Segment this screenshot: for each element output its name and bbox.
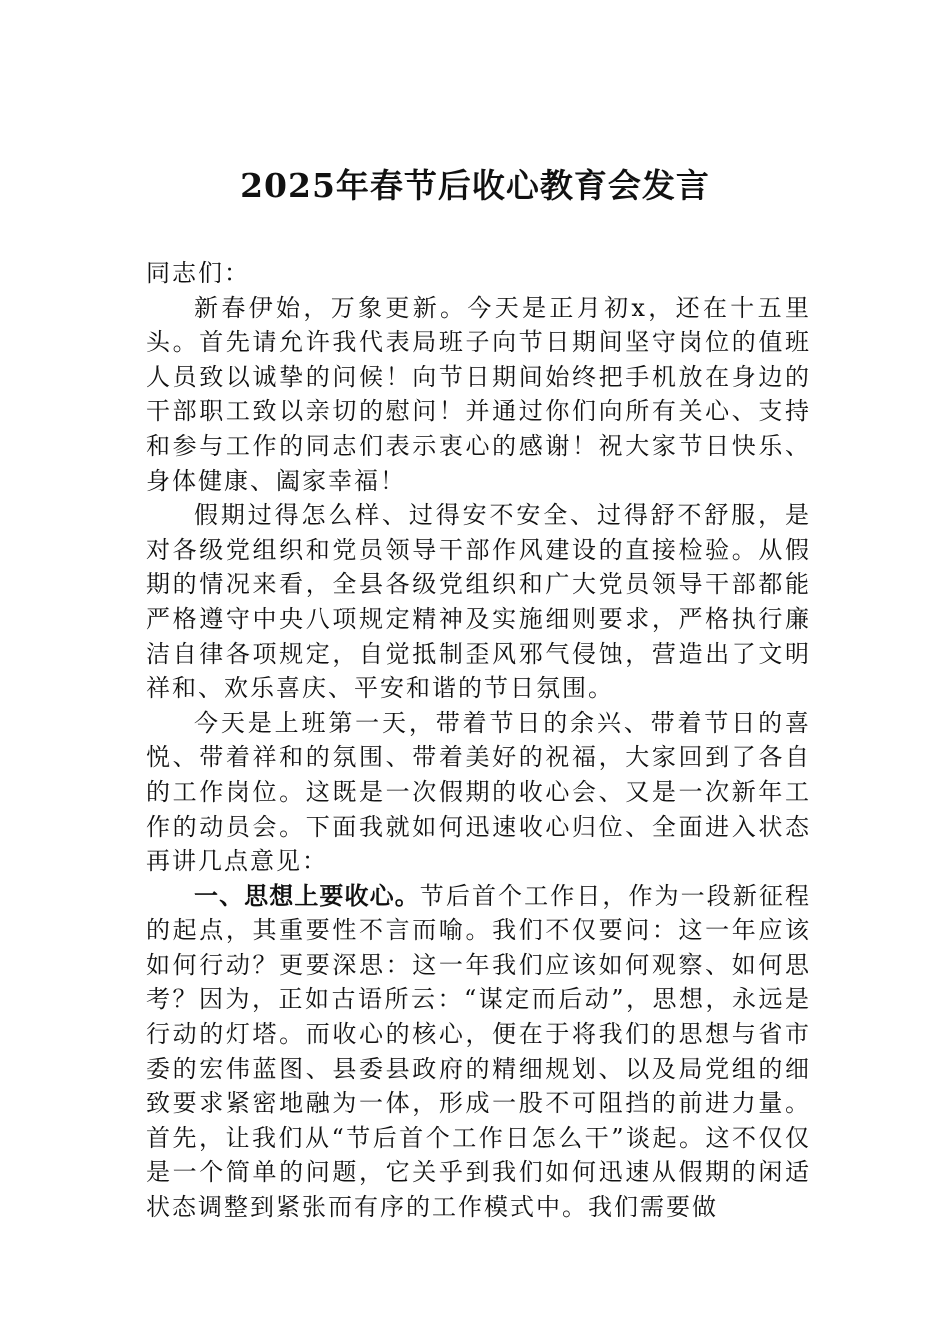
paragraph-2: 假期过得怎么样、过得安不安全、过得舒不舒服，是对各级党组织和党员领导干部作风建设的直接检验。从假期的情况来看，全县各级党组织和广大党员领导干部都能严格遵守中央八项规定精神及实施细则要求，严格执行廉洁自律各项规定，自觉抵制歪风邪气侵蚀，营造出了文明祥和、欢乐喜庆、平安和谐的节日氛围。 [146, 501, 811, 703]
paragraph-4 [146, 879, 811, 1225]
salutation: 同志们： [146, 259, 250, 287]
paragraph-1: 新春伊始，万象更新。今天是正月初x，还在十五里头。首先请允许我代表局班子向节日期间坚守岗位的值班人员致以诚挚的问候！向节日期间始终把手机放在身边的干部职工致以亲切的慰问！并通过你们向所有关心、支持和参与工作的同志们表示衷心的感谢！祝大家节日快乐、身体健康、阖家幸福！ [146, 293, 811, 495]
paragraph-4-text: 节后首个工作日，作为一段新征程的起点，其重要性不言而喻。我们不仅要问：这一年应该如何行动？更要深思：这一年我们应该如何观察、如何思考？因为，正如古语所云：“谋定而后动”，思想，永远是行动的灯塔。而收心的核心，便在于将我们的思想与省市委的宏伟蓝图、县委县政府的精细规划、以及局党组的细致要求紧密地融为一体，形成一股不可阻挡的前进力量。首先，让我们从“节后首个工作日怎么干”谈起。这不仅仅是一个简单的问题，它关乎到我们如何迅速从假期的闲适状态调整到紧张而有序的工作模式中。我们需要做 [146, 881, 812, 1222]
paragraph-3: 今天是上班第一天，带着节日的余兴、带着节日的喜悦、带着祥和的氛围、带着美好的祝福，大家回到了各自的工作岗位。这既是一次假期的收心会、又是一次新年工作的动员会。下面我就如何迅速收心归位、全面进入状态再讲几点意见： [146, 708, 811, 876]
document-body [146, 256, 811, 1225]
document-title: 2025年春节后收心教育会发言 [240, 166, 710, 205]
section-heading-1: 一、思想上要收心。 [194, 881, 420, 910]
